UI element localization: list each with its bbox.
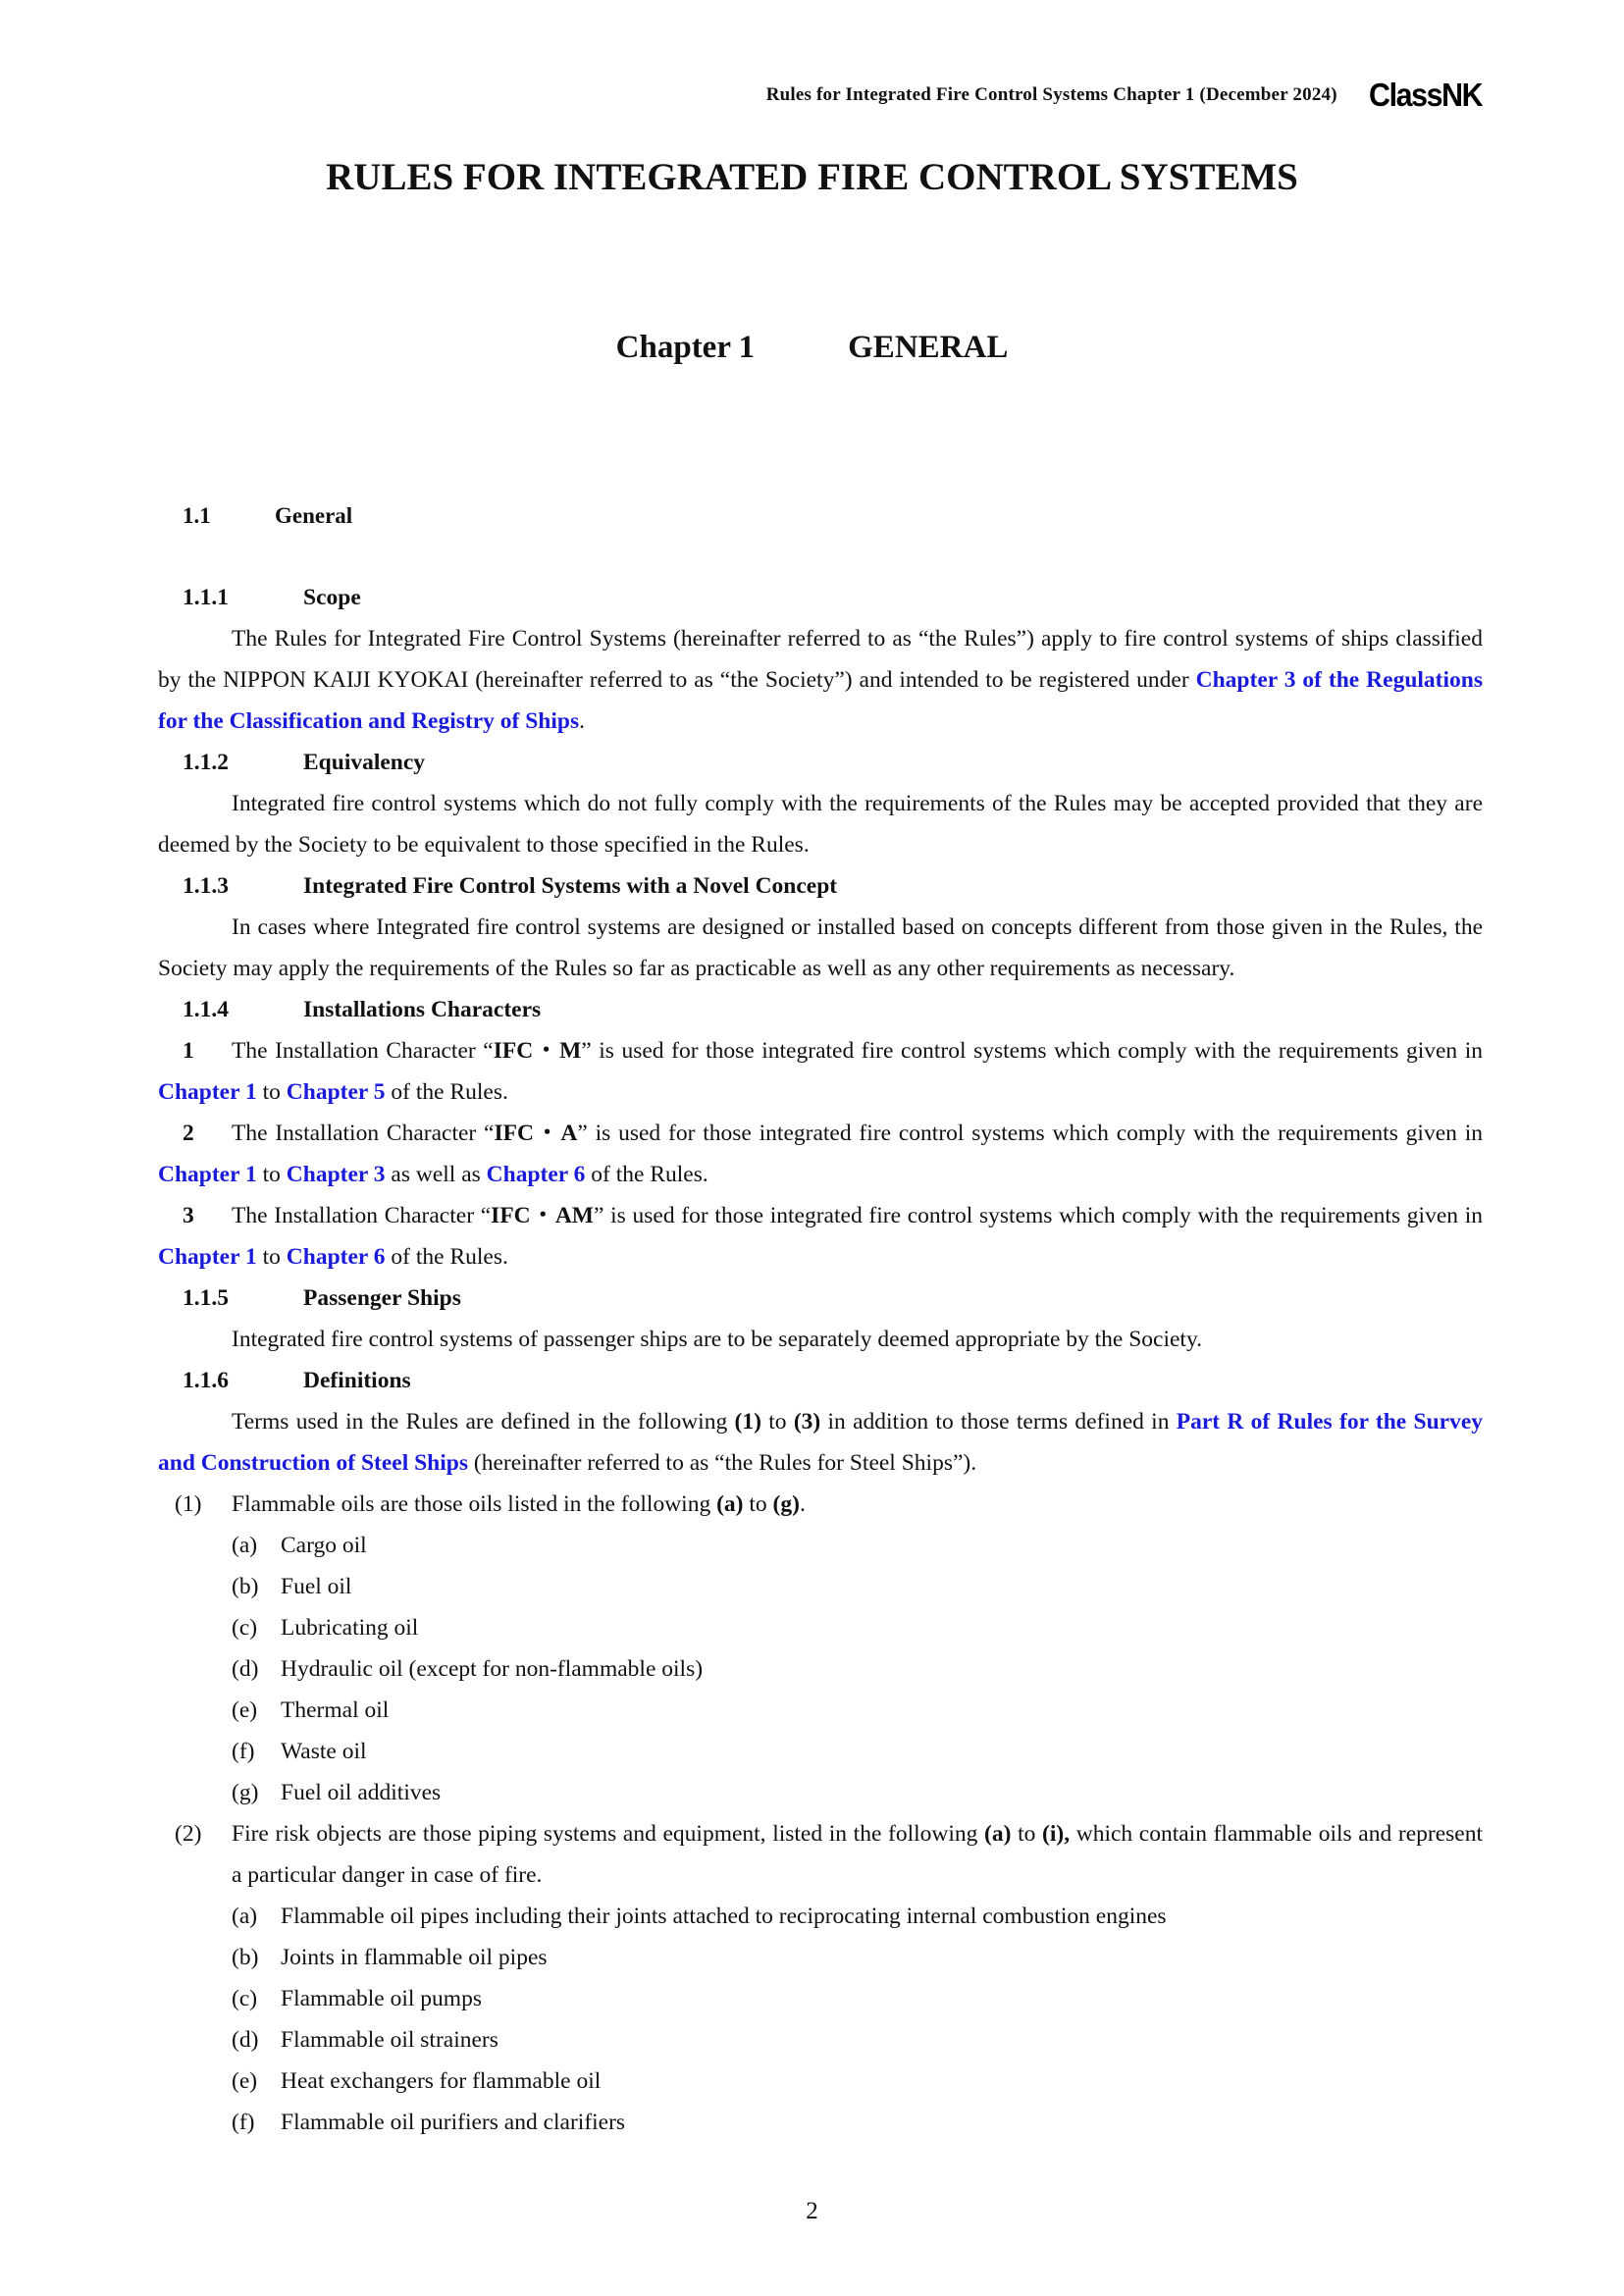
- cross-reference-link[interactable]: Part R of Rules for the Survey and Construction of Steel Ships: [158, 1409, 1484, 1476]
- cross-reference-link[interactable]: Chapter 5: [286, 1079, 386, 1105]
- section-title: General: [275, 503, 353, 528]
- list-item: (f) Flammable oil purifiers and clarifiers: [232, 2110, 626, 2135]
- document-body: [158, 577, 1483, 2143]
- cross-reference-link[interactable]: Chapter 3: [286, 1162, 386, 1187]
- numbered-paragraph: 1 The Installation Character “IFC・M” is used for those integrated fire control systems which comply with the requirements given in Chapter 1 to Chapter 5 of the Rules.: [158, 1038, 1483, 1105]
- list-item: (d) Hydraulic oil (except for non-flammable oils): [232, 1656, 704, 1682]
- subsection-heading: 1.1.3 Integrated Fire Control Systems with a Novel Concept: [183, 873, 838, 899]
- list-item: (g) Fuel oil additives: [232, 1780, 442, 1805]
- subsection-heading: 1.1.1 Scope: [183, 585, 361, 610]
- definition-item: (1) Flammable oils are those oils listed in the following (a) to (g).: [175, 1491, 806, 1517]
- page-number: 2: [806, 2198, 818, 2224]
- classnk-logo: ClassNK: [1368, 77, 1482, 113]
- cross-reference-link[interactable]: Chapter 6: [486, 1162, 586, 1187]
- cross-reference-link[interactable]: Chapter 1: [158, 1244, 257, 1270]
- scope-paragraph: The Rules for Integrated Fire Control Systems (hereinafter referred to as “the Rules”) apply to fire control systems of ships classified by the NIPPON KAIJI KYOKAI (hereinafter referred to as “the Society”) and intended to be registered under Chapter 3 of the Regulations for the Classification and Registry of Ships.: [158, 626, 1483, 734]
- cross-reference-link[interactable]: Chapter 6: [286, 1244, 386, 1270]
- cross-reference-link[interactable]: Chapter 1: [158, 1079, 257, 1105]
- chapter-number: Chapter 1: [615, 330, 756, 365]
- numbered-paragraph: 2 The Installation Character “IFC・A” is used for those integrated fire control systems which comply with the requirements given in Chapter 1 to Chapter 3 as well as Chapter 6 of the Rules.: [158, 1121, 1483, 1187]
- document-title: RULES FOR INTEGRATED FIRE CONTROL SYSTEMS: [326, 156, 1298, 198]
- list-item: (c) Flammable oil pumps: [232, 1986, 482, 2011]
- running-title: Rules for Integrated Fire Control Systems Chapter 1 (December 2024): [765, 84, 1337, 105]
- subsection-heading: 1.1.6 Definitions: [183, 1368, 411, 1393]
- section-heading: [183, 503, 352, 529]
- list-item: (c) Lubricating oil: [232, 1615, 419, 1641]
- equivalency-paragraph: Integrated fire control systems which do not fully comply with the requirements of the Rules may be accepted provided that they are deemed by the Society to be equivalent to those specified in the Rules.: [158, 791, 1483, 858]
- chapter-heading: [0, 330, 1624, 366]
- cross-reference-link[interactable]: Chapter 1: [158, 1162, 257, 1187]
- list-item: (f) Waste oil: [232, 1739, 367, 1764]
- novel-concept-paragraph: In cases where Integrated fire control systems are designed or installed based on concepts different from those given in the Rules, the Society may apply the requirements of the Rules so far as practicable as well as any other requirements as necessary.: [158, 914, 1483, 981]
- list-item: (a) Flammable oil pipes including their joints attached to reciprocating internal combustion engines: [232, 1904, 1167, 1929]
- chapter-title: GENERAL: [848, 330, 1009, 365]
- definition-item: (2) Fire risk objects are those piping systems and equipment, listed in the following (a) to (i), which contain flammable oils and represent a particular danger in case of fire.: [175, 1821, 1483, 1888]
- list-item: (a) Cargo oil: [232, 1533, 367, 1558]
- passenger-ships-paragraph: Integrated fire control systems of passenger ships are to be separately deemed appropriate by the Society.: [232, 1327, 1203, 1352]
- list-item: (b) Fuel oil: [232, 1574, 352, 1599]
- numbered-paragraph: 3 The Installation Character “IFC・AM” is used for those integrated fire control systems which comply with the requirements given in Chapter 1 to Chapter 6 of the Rules.: [158, 1203, 1484, 1270]
- list-item: (e) Thermal oil: [232, 1697, 390, 1723]
- cross-reference-link[interactable]: Chapter 3 of the Regulations for the Classification and Registry of Ships: [158, 667, 1483, 734]
- subsection-heading: 1.1.2 Equivalency: [183, 750, 426, 775]
- subsection-heading: 1.1.5 Passenger Ships: [183, 1285, 461, 1311]
- list-item: (d) Flammable oil strainers: [232, 2027, 498, 2053]
- subsection-heading: 1.1.4 Installations Characters: [183, 997, 542, 1022]
- running-header: [0, 77, 1482, 114]
- list-item: (e) Heat exchangers for flammable oil: [232, 2068, 602, 2094]
- section-number: 1.1: [183, 503, 211, 528]
- list-item: (b) Joints in flammable oil pipes: [232, 1945, 548, 1970]
- definitions-paragraph: Terms used in the Rules are defined in the following (1) to (3) in addition to those terms defined in Part R of Rules for the Survey and Construction of Steel Ships (hereinafter referred to as “the Rules for Steel Ships”).: [158, 1409, 1484, 1476]
